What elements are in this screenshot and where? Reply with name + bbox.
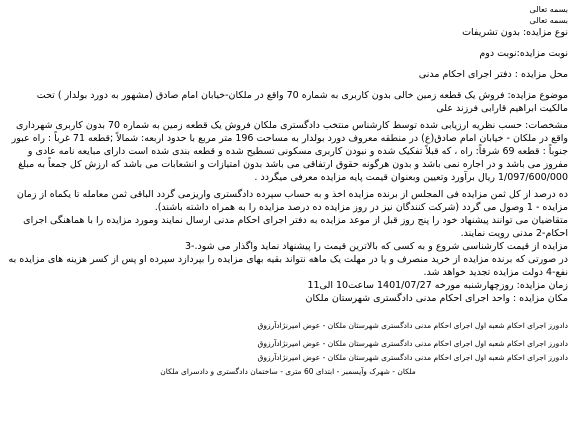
condition-4: در صورتی که برنده مزایده از خرید منصرف و یا در مهلت یک ماهه نتواند بقیه بهای مزایده را بپردازد سپرده او پس از کسر هزینه های مزایده به نفع-4 دولت مزایده تجدید خواهد شد. (8, 254, 568, 278)
deposit-condition: ده درصد از کل ثمن مزایده فی المجلس از برنده مزایده اخذ و به حساب سپرده دادگستری واریزمی گردد الباقی ثمن معامله تا یکماه از زمان مزایده - 1 وصول می گردد (شرکت کنندگان نیز در روز مزایده ده درصد مزایده را به همراه داشته باشند). (16, 189, 568, 213)
court-address: ملکان - شهرک وآیسمبر - ابتدای 60 متری - ساختمان دادگستری و دادسرای ملکان (160, 367, 416, 376)
signature-line-3: دادورز اجرای احکام شعبه اول اجرای احکام مدنی دادگستری شهرستان ملکان - عوض امیرنژادآرزوق (257, 353, 568, 362)
auction-datetime: زمان مزایده: روزچهارشنبه مورخه 1401/07/27 ساعت10 الی11 (307, 280, 568, 291)
basmala-line-2: بسمه تعالی (529, 16, 568, 25)
auction-venue: محل مزایده : دفتر اجرای احکام مدنی (418, 69, 568, 80)
basmala-line-1: بسمه تعالی (529, 5, 568, 14)
auction-type: نوع مزایده: بدون تشریفات (462, 27, 568, 38)
property-specs: مشخصات: حسب نظریه ارزیابی شده توسط کارشناس منتخب دادگستری ملکان فروش یک قطعه زمین به شماره 70 بدون کاربری شهرداری واقع در ملکان - خیابان امام صادق(ع) در منطقه معروف دورد بولدار به مساحت 196 متر مربع با حدود اربعه: شمالاً ;قطعه 71 غرباً : راه عبور جنوباً : قطعه 69 شرقاً: راه ، که قبلاً تفکیک شده و نبودن کاربری مسکونی تسطیح شده و قطعه بندی شده است دارای مبایعه نامه عادی و مفروز می باشد و در اجاره نمی باشد و بدون هرگونه حقوق ارتفاقی می باشد بدون امتیازات و انشعابات می باشد که ارزش کل جمعاً به مبلغ 1/097/600/000 ریال برآورد وتعیین وبعنوان قیمت پایه مزایده معرفی میگردد . (11, 120, 568, 183)
condition-2: متقاضیان می توانند پیشنهاد خود را پنج روز قبل از موعد مزایده به دفتر اجرای احکام مدنی ارسال نمایند ومورد مزایده را با هماهنگی اجرای احکام-2 مدنی رویت نمایند. (23, 215, 568, 239)
condition-3: مزایده از قیمت کارشناسی شروع و به کسی که بالاترین قیمت را پیشنهاد نماید واگذار می شود.-3 (184, 241, 568, 252)
auction-subject: موضوع مزایده: فروش یک قطعه زمین خالی بدون کاربری به شماره 70 واقع در ملکان-خیابان امام صادق (مشهور به دورد بولدار ) تحت مالکیت ابراهیم قارابی فرزند علی (36, 90, 568, 114)
auction-round: نوبت مزایده:نوبت دوم (479, 48, 568, 59)
auction-place: مکان مزایده : واحد اجرای احکام مدنی دادگستری شهرستان ملکان (305, 293, 568, 304)
signature-line-1: دادورز اجرای احکام شعبه اول اجرای احکام مدنی دادگستری شهرستان ملکان - عوض امیرنژادآرزوق (257, 321, 568, 330)
signature-line-2: دادورز اجرای احکام شعبه اول اجرای احکام مدنی دادگستری شهرستان ملکان - عوض امیرنژادآرزوق (257, 339, 568, 348)
